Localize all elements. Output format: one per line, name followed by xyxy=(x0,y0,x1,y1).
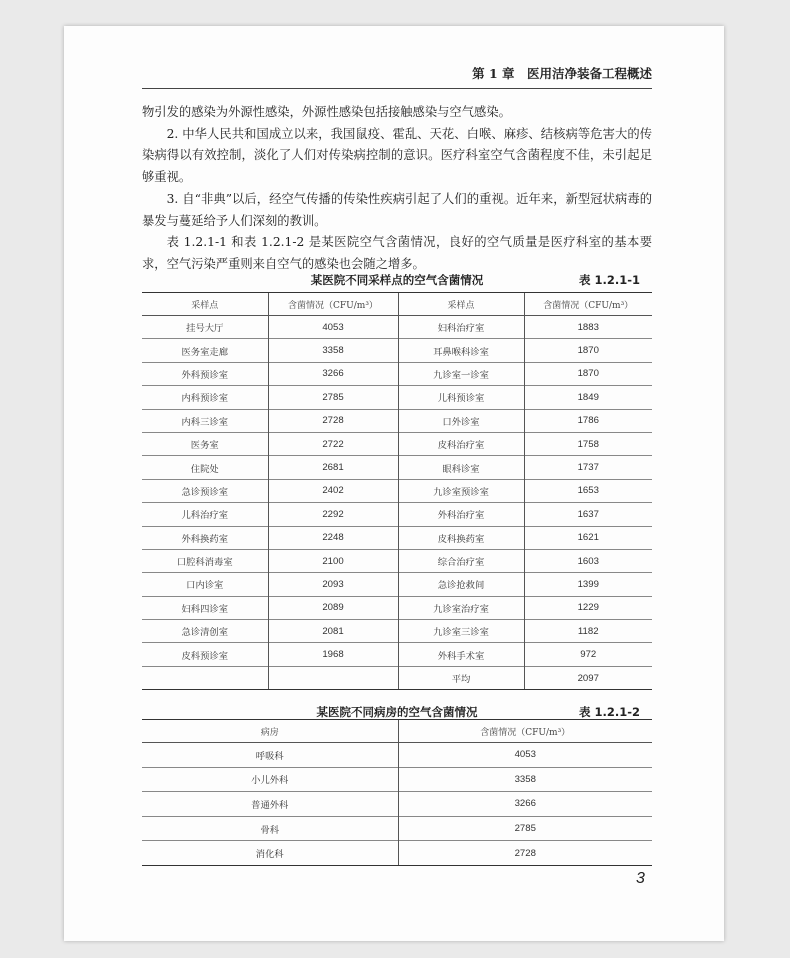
table1-caption xyxy=(142,272,652,290)
table1 xyxy=(142,292,652,690)
table1-header-row xyxy=(142,293,652,316)
location-cell: 普通外科 xyxy=(142,792,398,817)
cfu-value-cell: 4053 xyxy=(268,316,398,339)
cfu-value-cell: 2681 xyxy=(268,456,398,479)
table-row xyxy=(142,456,652,479)
cfu-value-cell: 2728 xyxy=(398,841,652,866)
cfu-value-cell: 2785 xyxy=(268,386,398,409)
location-cell: 住院处 xyxy=(142,456,268,479)
cfu-value-cell: 2785 xyxy=(398,816,652,841)
table-row xyxy=(142,596,652,619)
table-row xyxy=(142,620,652,643)
column-header: 采样点 xyxy=(142,293,268,316)
location-cell: 九诊室一诊室 xyxy=(398,362,524,385)
table1-number: 表 1.2.1-1 xyxy=(578,273,640,287)
table-row xyxy=(142,432,652,455)
cfu-value-cell: 2248 xyxy=(268,526,398,549)
location-cell: 平均 xyxy=(398,666,524,689)
table2-header-row xyxy=(142,720,652,743)
table2-body xyxy=(142,743,652,866)
cfu-value-cell: 2292 xyxy=(268,503,398,526)
cfu-value-cell: 2097 xyxy=(524,666,652,689)
location-cell: 皮科预诊室 xyxy=(142,643,268,666)
location-cell: 小儿外科 xyxy=(142,767,398,792)
table-row xyxy=(142,743,652,768)
header-rule xyxy=(142,88,652,89)
table1-body xyxy=(142,316,652,690)
cfu-value-cell: 4053 xyxy=(398,743,652,768)
cfu-value-cell: 2728 xyxy=(268,409,398,432)
cfu-value-cell: 1849 xyxy=(524,386,652,409)
cfu-value-cell: 1637 xyxy=(524,503,652,526)
table-row xyxy=(142,666,652,689)
paragraph: 表 1.2.1-1 和表 1.2.1-2 是某医院空气含菌情况，良好的空气质量是医疗科室的基本要求，空气污染严重则来自空气的感染也会随之增多。 xyxy=(142,235,652,271)
cfu-value-cell: 1603 xyxy=(524,549,652,572)
location-cell: 皮科换药室 xyxy=(398,526,524,549)
cfu-value-cell: 1786 xyxy=(524,409,652,432)
table-row xyxy=(142,386,652,409)
paragraph: 物引发的感染为外源性感染，外源性感染包括接触感染与空气感染。 xyxy=(142,105,511,119)
table-row xyxy=(142,767,652,792)
table-row xyxy=(142,503,652,526)
cfu-value-cell: 972 xyxy=(524,643,652,666)
table-row xyxy=(142,526,652,549)
cfu-value-cell: 2089 xyxy=(268,596,398,619)
location-cell: 儿科预诊室 xyxy=(398,386,524,409)
table-row xyxy=(142,792,652,817)
table-row xyxy=(142,643,652,666)
cfu-value-cell: 1621 xyxy=(524,526,652,549)
location-cell: 消化科 xyxy=(142,841,398,866)
location-cell: 九诊室预诊室 xyxy=(398,479,524,502)
cfu-value-cell: 1653 xyxy=(524,479,652,502)
cfu-value-cell: 2722 xyxy=(268,432,398,455)
location-cell: 口腔科消毒室 xyxy=(142,549,268,572)
table-row xyxy=(142,549,652,572)
page-number: 3 xyxy=(636,870,645,887)
table-row xyxy=(142,816,652,841)
table-row xyxy=(142,316,652,339)
table2-number: 表 1.2.1-2 xyxy=(578,705,640,719)
location-cell: 医务室走廊 xyxy=(142,339,268,362)
column-header: 含菌情况（CFU/m³） xyxy=(268,293,398,316)
cfu-value-cell: 2100 xyxy=(268,549,398,572)
cfu-value-cell: 2402 xyxy=(268,479,398,502)
cfu-value-cell: 1182 xyxy=(524,620,652,643)
cfu-value-cell: 1399 xyxy=(524,573,652,596)
location-cell: 内科三诊室 xyxy=(142,409,268,432)
location-cell: 口内诊室 xyxy=(142,573,268,596)
table-row xyxy=(142,339,652,362)
cfu-value-cell: 1968 xyxy=(268,643,398,666)
location-cell: 儿科治疗室 xyxy=(142,503,268,526)
column-header: 病房 xyxy=(142,720,398,743)
cfu-value-cell: 1737 xyxy=(524,456,652,479)
table-row xyxy=(142,841,652,866)
cfu-value-cell: 2093 xyxy=(268,573,398,596)
table-row xyxy=(142,479,652,502)
location-cell: 妇科四诊室 xyxy=(142,596,268,619)
location-cell: 急诊预诊室 xyxy=(142,479,268,502)
column-header: 含菌情况（CFU/m³） xyxy=(524,293,652,316)
cfu-value-cell: 1758 xyxy=(524,432,652,455)
column-header: 采样点 xyxy=(398,293,524,316)
table-row xyxy=(142,573,652,596)
paragraph: 2. 中华人民共和国成立以来，我国鼠疫、霍乱、天花、白喉、麻疹、结核病等危害大的传染病得以有效控制，淡化了人们对传染病控制的意识。医疗科室空气含菌程度不佳，未引起足够重视。 xyxy=(142,126,652,185)
location-cell: 耳鼻喉科诊室 xyxy=(398,339,524,362)
column-header: 含菌情况（CFU/m³） xyxy=(398,720,652,743)
location-cell: 急诊抢救间 xyxy=(398,573,524,596)
cfu-value-cell: 3358 xyxy=(268,339,398,362)
cfu-value-cell: 3266 xyxy=(268,362,398,385)
location-cell: 外科手术室 xyxy=(398,643,524,666)
location-cell: 内科预诊室 xyxy=(142,386,268,409)
cfu-value-cell: 3358 xyxy=(398,767,652,792)
cfu-value-cell: 1883 xyxy=(524,316,652,339)
location-cell: 医务室 xyxy=(142,432,268,455)
location-cell: 口外诊室 xyxy=(398,409,524,432)
location-cell: 外科预诊室 xyxy=(142,362,268,385)
location-cell: 呼吸科 xyxy=(255,750,284,762)
cfu-value-cell xyxy=(268,666,398,689)
cfu-value-cell: 1870 xyxy=(524,362,652,385)
cfu-value-cell: 3266 xyxy=(398,792,652,817)
table-row xyxy=(142,409,652,432)
location-cell: 骨科 xyxy=(142,816,398,841)
location-cell: 急诊清创室 xyxy=(142,620,268,643)
table2 xyxy=(142,719,652,866)
location-cell: 九诊室三诊室 xyxy=(398,620,524,643)
location-cell: 挂号大厅 xyxy=(186,323,224,335)
cfu-value-cell: 2081 xyxy=(268,620,398,643)
location-cell: 妇科治疗室 xyxy=(398,316,524,339)
body-text xyxy=(142,102,652,276)
location-cell: 九诊室治疗室 xyxy=(398,596,524,619)
paragraph: 3. 自“非典”以后，经空气传播的传染性疾病引起了人们的重视。近年来，新型冠状病毒的暴发与蔓延给予人们深刻的教训。 xyxy=(142,191,652,228)
location-cell: 外科换药室 xyxy=(142,526,268,549)
cfu-value-cell: 1870 xyxy=(524,339,652,362)
location-cell xyxy=(142,666,268,689)
location-cell: 眼科诊室 xyxy=(398,456,524,479)
location-cell: 综合治疗室 xyxy=(398,549,524,572)
chapter-header: 第 1 章 医用洁净装备工程概述 xyxy=(472,66,652,81)
location-cell: 皮科治疗室 xyxy=(398,432,524,455)
table1-title: 某医院不同采样点的空气含菌情况 xyxy=(310,273,484,287)
table2-title: 某医院不同病房的空气含菌情况 xyxy=(316,705,478,719)
table-row xyxy=(142,362,652,385)
cfu-value-cell: 1229 xyxy=(524,596,652,619)
location-cell: 外科治疗室 xyxy=(398,503,524,526)
